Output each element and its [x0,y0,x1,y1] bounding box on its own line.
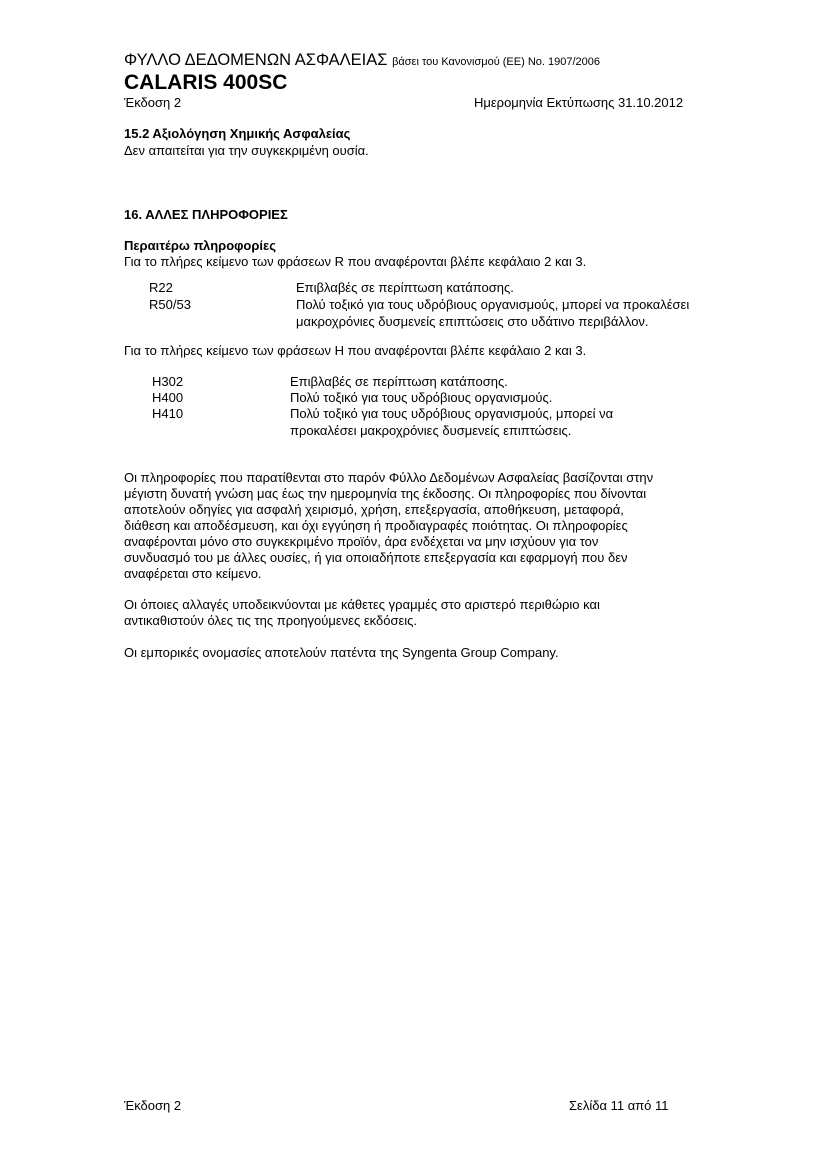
disclaimer-paragraph [124,470,714,582]
r-phrases-intro: Για το πλήρες κείμενο των φράσεων R που αναφέρονται βλέπε κεφάλαιο 2 και 3. [124,254,587,269]
h-phrase-text: Επιβλαβές σε περίπτωση κατάποσης. [290,374,508,389]
section-15-2-heading: 15.2 Αξιολόγηση Χημικής Ασφαλείας [124,126,351,141]
section-15-2-text: Δεν απαιτείται για την συγκεκριμένη ουσία. [124,143,369,158]
trademark-note: Οι εμπορικές ονομασίες αποτελούν πατέντα της Syngenta Group Company. [124,645,559,660]
paragraph-line: αναφέρονται μόνο στο συγκεκριμένο προϊόν, άρα ενδέχεται να μην ισχύουν για τον [124,534,599,549]
further-info-heading: Περαιτέρω πληροφορίες [124,238,276,253]
r-phrase-text: μακροχρόνιες δυσμενείς επιπτώσεις στο υδάτινο περιβάλλον. [296,314,649,329]
product-name: CALARIS 400SC [124,71,288,94]
r-phrase-code: R50/53 [149,297,191,312]
document-title [124,50,600,72]
h-phrases-intro: Για το πλήρες κείμενο των φράσεων H που αναφέρονται βλέπε κεφάλαιο 2 και 3. [124,343,587,358]
h-phrase-code: H400 [152,390,184,405]
r-phrase-code: R22 [149,280,173,295]
h-phrase-text: Πολύ τοξικό για τους υδρόβιους οργανισμούς. [290,390,553,405]
paragraph-line: διάθεση και αποδέσμευση, και όχι εγγύηση ή προδιαγραφές ποιότητας. Οι πληροφορίες [124,518,628,533]
edition-label: Έκδοση 2 [124,95,182,110]
section-16-heading: 16. ΑΛΛΕΣ ΠΛΗΡΟΦΟΡΙΕΣ [124,207,288,222]
changes-paragraph [124,597,714,629]
document-title-text: ΦΥΛΛΟ ΔΕΔΟΜΕΝΩΝ ΑΣΦΑΛΕΙΑΣ [124,51,388,69]
paragraph-line: αναφέρεται στο κείμενο. [124,566,262,581]
print-date: Ημερομηνία Εκτύπωσης 31.10.2012 [474,95,684,110]
h-phrase-text: προκαλέσει μακροχρόνιες δυσμενείς επιπτώσεις. [290,423,572,438]
r-phrase-text: Πολύ τοξικό για τους υδρόβιους οργανισμούς, μπορεί να προκαλέσει [296,297,690,312]
footer-edition: Έκδοση 2 [124,1098,182,1113]
paragraph-line: συνδυασμό του με άλλες ουσίες, ή για οποιαδήποτε επεξεργασία και εφαρμογή που δεν [124,550,628,565]
paragraph-line: αποτελούν οδηγίες για ασφαλή χειρισμό, χρήση, επεξεργασία, αποθήκευση, μεταφορά, [124,502,624,517]
h-phrase-code: H302 [152,374,184,389]
paragraph-line: Οι πληροφορίες που παρατίθενται στο παρόν Φύλλο Δεδομένων Ασφαλείας βασίζονται στην [124,470,654,485]
regulation-reference: βάσει του Κανονισμού (ΕΕ) No. 1907/2006 [392,56,600,68]
r-phrase-text: Επιβλαβές σε περίπτωση κατάποσης. [296,280,514,295]
paragraph-line: Οι όποιες αλλαγές υποδεικνύονται με κάθετες γραμμές στο αριστερό περιθώριο και [124,597,600,612]
page-number: Σελίδα 11 από 11 [569,1098,669,1113]
h-phrase-code: H410 [152,406,184,421]
h-phrase-text: Πολύ τοξικό για τους υδρόβιους οργανισμούς, μπορεί να [290,406,614,421]
paragraph-line: αντικαθιστούν όλες τις της προηγούμενες εκδόσεις. [124,613,418,628]
paragraph-line: μέγιστη δυνατή γνώση μας έως την ημερομηνία της έκδοσης. Οι πληροφορίες που δίνονται [124,486,647,501]
